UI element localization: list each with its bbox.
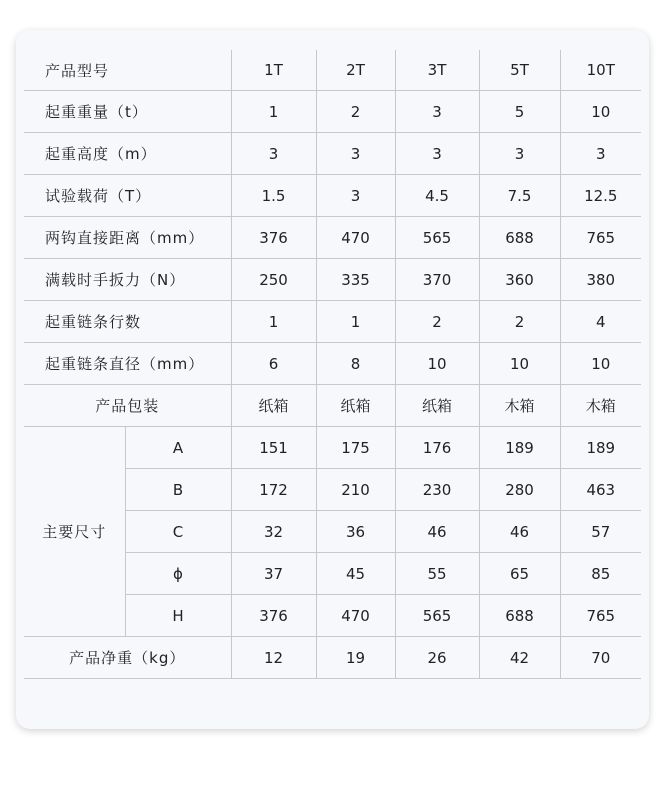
dimension-label: A xyxy=(125,427,231,469)
dimension-row xyxy=(24,427,641,469)
table-cell: 370 xyxy=(395,259,479,301)
table-cell: 10 xyxy=(560,343,641,385)
table-cell: 2 xyxy=(316,91,395,133)
table-cell: 纸箱 xyxy=(395,385,479,427)
spec-table xyxy=(24,50,641,679)
table-cell: 175 xyxy=(316,427,395,469)
table-cell: 木箱 xyxy=(479,385,560,427)
table-cell: 37 xyxy=(231,553,316,595)
table-cell: 12.5 xyxy=(560,175,641,217)
model-header: 1T xyxy=(231,50,316,91)
row-label: 产品净重（kg） xyxy=(24,637,231,679)
table-cell: 1.5 xyxy=(231,175,316,217)
table-cell: 46 xyxy=(395,511,479,553)
table-cell: 376 xyxy=(231,595,316,637)
table-cell: 380 xyxy=(560,259,641,301)
table-cell: 463 xyxy=(560,469,641,511)
row-label: 起重高度（m） xyxy=(24,133,231,175)
table-header-row xyxy=(24,50,641,91)
dimension-label: ϕ xyxy=(125,553,231,595)
row-label: 两钩直接距离（mm） xyxy=(24,217,231,259)
table-cell: 26 xyxy=(395,637,479,679)
table-cell: 189 xyxy=(479,427,560,469)
table-cell: 纸箱 xyxy=(231,385,316,427)
dimension-label: B xyxy=(125,469,231,511)
table-cell: 1 xyxy=(316,301,395,343)
table-cell: 335 xyxy=(316,259,395,301)
table-cell: 55 xyxy=(395,553,479,595)
table-cell: 151 xyxy=(231,427,316,469)
model-header: 5T xyxy=(479,50,560,91)
table-cell: 565 xyxy=(395,595,479,637)
table-cell: 42 xyxy=(479,637,560,679)
row-label: 试验载荷（T） xyxy=(24,175,231,217)
table-cell: 45 xyxy=(316,553,395,595)
table-cell: 250 xyxy=(231,259,316,301)
table-cell: 6 xyxy=(231,343,316,385)
table-cell: 19 xyxy=(316,637,395,679)
table-cell: 470 xyxy=(316,595,395,637)
table-cell: 70 xyxy=(560,637,641,679)
table-row xyxy=(24,259,641,301)
table-cell: 1 xyxy=(231,91,316,133)
table-cell: 3 xyxy=(479,133,560,175)
table-cell: 230 xyxy=(395,469,479,511)
table-row xyxy=(24,637,641,679)
table-cell: 765 xyxy=(560,217,641,259)
row-label: 产品包装 xyxy=(24,385,231,427)
table-cell: 纸箱 xyxy=(316,385,395,427)
table-row xyxy=(24,175,641,217)
model-header: 10T xyxy=(560,50,641,91)
table-cell: 46 xyxy=(479,511,560,553)
table-cell: 376 xyxy=(231,217,316,259)
header-label: 产品型号 xyxy=(24,50,231,91)
table-cell: 360 xyxy=(479,259,560,301)
row-label: 起重链条直径（mm） xyxy=(24,343,231,385)
table-cell: 4.5 xyxy=(395,175,479,217)
table-cell: 32 xyxy=(231,511,316,553)
dimension-label: C xyxy=(125,511,231,553)
table-cell: 木箱 xyxy=(560,385,641,427)
table-cell: 3 xyxy=(231,133,316,175)
table-cell: 36 xyxy=(316,511,395,553)
table-cell: 765 xyxy=(560,595,641,637)
table-cell: 3 xyxy=(316,175,395,217)
row-label: 起重重量（t） xyxy=(24,91,231,133)
model-header: 3T xyxy=(395,50,479,91)
table-cell: 176 xyxy=(395,427,479,469)
table-cell: 3 xyxy=(560,133,641,175)
table-row xyxy=(24,91,641,133)
table-cell: 85 xyxy=(560,553,641,595)
table-cell: 565 xyxy=(395,217,479,259)
row-label: 起重链条行数 xyxy=(24,301,231,343)
table-cell: 172 xyxy=(231,469,316,511)
table-cell: 10 xyxy=(395,343,479,385)
dimension-label: H xyxy=(125,595,231,637)
table-row xyxy=(24,343,641,385)
table-cell: 470 xyxy=(316,217,395,259)
table-cell: 3 xyxy=(395,133,479,175)
table-cell: 7.5 xyxy=(479,175,560,217)
table-cell: 10 xyxy=(560,91,641,133)
model-header: 2T xyxy=(316,50,395,91)
row-label: 满载时手扳力（N） xyxy=(24,259,231,301)
table-row xyxy=(24,217,641,259)
table-cell: 280 xyxy=(479,469,560,511)
table-cell: 4 xyxy=(560,301,641,343)
table-cell: 3 xyxy=(316,133,395,175)
table-cell: 3 xyxy=(395,91,479,133)
table-cell: 688 xyxy=(479,217,560,259)
table-cell: 210 xyxy=(316,469,395,511)
table-cell: 12 xyxy=(231,637,316,679)
table-cell: 5 xyxy=(479,91,560,133)
table-row xyxy=(24,133,641,175)
table-cell: 65 xyxy=(479,553,560,595)
dimensions-label: 主要尺寸 xyxy=(24,427,125,637)
table-cell: 1 xyxy=(231,301,316,343)
table-cell: 189 xyxy=(560,427,641,469)
table-cell: 2 xyxy=(395,301,479,343)
table-row xyxy=(24,301,641,343)
table-cell: 688 xyxy=(479,595,560,637)
table-cell: 8 xyxy=(316,343,395,385)
table-cell: 10 xyxy=(479,343,560,385)
table-row xyxy=(24,385,641,427)
table-cell: 57 xyxy=(560,511,641,553)
table-cell: 2 xyxy=(479,301,560,343)
